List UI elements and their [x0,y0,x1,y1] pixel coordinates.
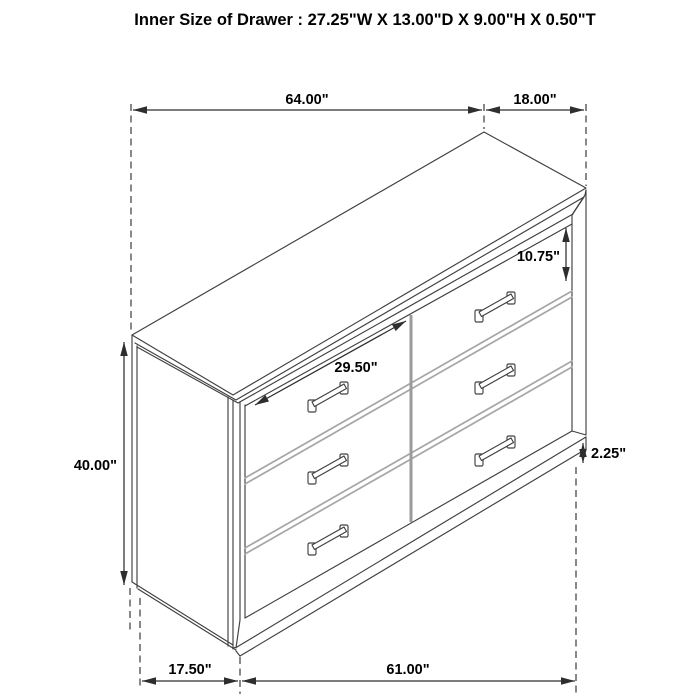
dresser-left-side-panel [132,335,236,650]
drawer-area-bottom-edge [245,431,572,618]
dim-label-top-depth: 18.00" [513,92,557,108]
dim-label-drawer-width: 29.50" [334,360,378,376]
drawer-handle-icon [308,454,348,484]
dim-label-bottom-depth: 17.50" [168,662,212,678]
drawer-handle-icon [475,364,515,394]
labels [74,11,626,678]
dim-label-overall-height: 40.00" [73,458,117,474]
drawer-handle-icon [308,382,348,412]
drawer-rails [245,291,572,554]
dimension-lines [124,110,584,681]
page-title: Inner Size of Drawer : 27.25"W X 13.00"D X 9.00"H X 0.50"T [134,11,596,29]
dim-label-top-drawer-height: 10.75" [516,249,560,265]
dim-label-base-height: 2.25" [591,446,627,462]
dim-label-top-width: 64.00" [285,92,329,108]
drawer-handle-icon [475,436,515,466]
dim-label-bottom-width: 61.00" [386,662,430,678]
drawer-handle-icon [475,292,515,322]
dresser-line-art [132,132,586,656]
drawer-handle-icon [308,525,348,555]
